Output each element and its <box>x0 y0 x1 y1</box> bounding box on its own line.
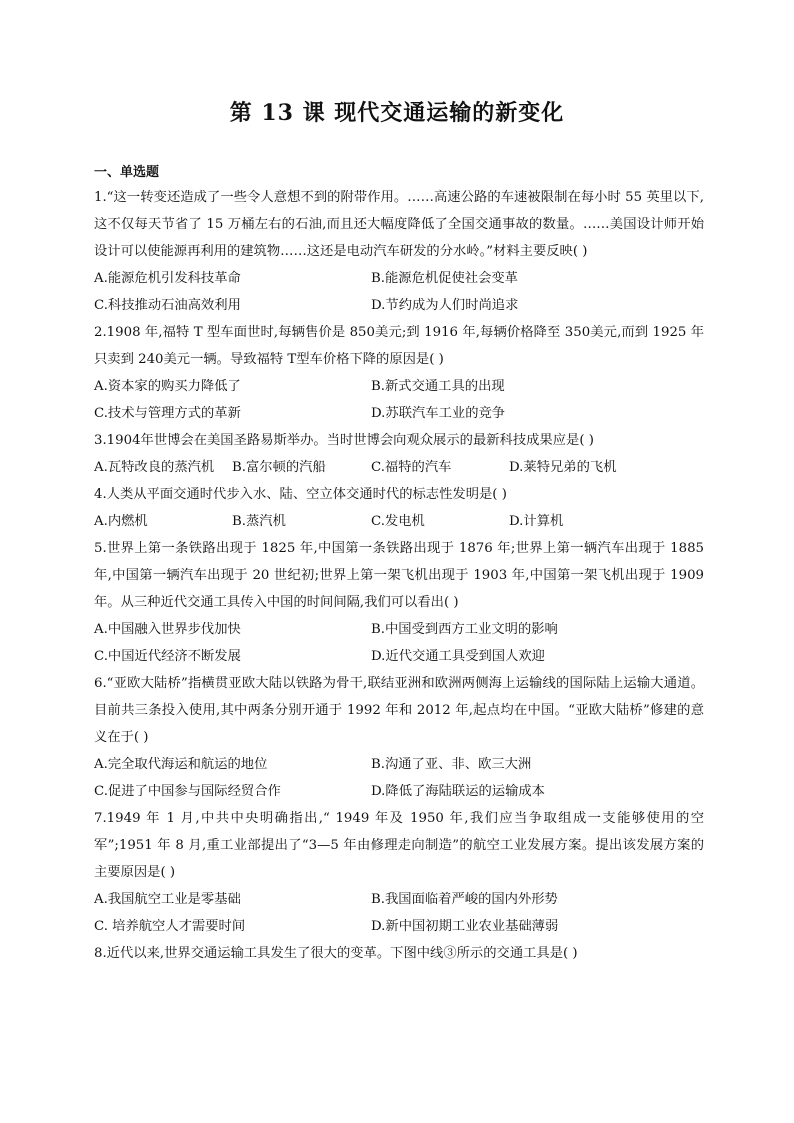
option-d: D.新中国初期工业农业基础薄弱 <box>371 919 559 934</box>
options <box>94 616 704 670</box>
option-b: B.中国受到西方工业文明的影响 <box>371 622 558 637</box>
question-stem: 3.1904年世博会在美国圣路易斯举办。当时世博会向观众展示的最新科技成果应是( ) <box>94 433 594 448</box>
options <box>94 508 704 535</box>
question-8 <box>94 940 704 967</box>
question-2 <box>94 319 704 427</box>
option-a: A.能源危机引发科技革命 <box>94 271 241 286</box>
option-c: C.中国近代经济不断发展 <box>94 649 241 664</box>
question-list <box>94 163 704 967</box>
question-stem: 2.1908 年,福特 T 型车面世时,每辆售价是 850美元;到 1916 年,每辆价格降至 350美元,而到 1925 年只卖到 240美元一辆。导致福特 T型车价格下降的原因是( ) <box>94 325 704 367</box>
question-stem: 1.“这一转变还造成了一些令人意想不到的附带作用。……高速公路的车速被限制在每小时 55 英里以下,这不仅每天节省了 15 万桶左右的石油,而且还大幅度降低了全国交通事故的数量。……美国设计师开始设计可以使能源再利用的建筑物……这还是电动汽车研发的分水岭。”材料主要反映( ) <box>94 190 704 259</box>
options <box>94 751 704 805</box>
question-3 <box>94 427 704 481</box>
option-b: B.富尔顿的汽船 <box>232 460 326 475</box>
section-heading: 一、单选题 <box>94 165 160 180</box>
option-b: B.能源危机促使社会变革 <box>371 271 518 286</box>
question-6 <box>94 670 704 805</box>
option-a: A.完全取代海运和航运的地位 <box>94 757 268 772</box>
option-d: D.节约成为人们时尚追求 <box>371 298 519 313</box>
option-a: A.资本家的购买力降低了 <box>94 379 241 394</box>
options <box>94 373 704 427</box>
option-c: C.福特的汽车 <box>371 460 452 475</box>
question-7 <box>94 805 704 940</box>
option-c: C.发电机 <box>371 514 425 529</box>
option-a: A.瓦特改良的蒸汽机 <box>94 460 215 475</box>
options <box>94 265 704 319</box>
lesson-title: 第 13 课 现代交通运输的新变化 <box>229 100 565 126</box>
option-b: B.沟通了亚、非、欧三大洲 <box>371 757 532 772</box>
option-b: B.蒸汽机 <box>232 514 286 529</box>
option-d: D.近代交通工具受到国人欢迎 <box>371 649 545 664</box>
option-d: D.苏联汽车工业的竞争 <box>371 406 506 421</box>
question-stem: 6.“亚欧大陆桥”指横贯亚欧大陆以铁路为骨干,联结亚洲和欧洲两侧海上运输线的国际陆上运输大通道。目前共三条投入使用,其中两条分别开通于 1992 年和 2012 年,起点均在中国。“亚欧大陆桥”修建的意义在于( ) <box>94 676 704 745</box>
options <box>94 454 704 481</box>
question-stem: 8.近代以来,世界交通运输工具发生了很大的变革。下图中线③所示的交通工具是( ) <box>94 946 578 961</box>
question-1 <box>94 184 704 319</box>
question-stem: 7.1949 年 1 月,中共中央明确指出,“ 1949 年及 1950 年,我们应当争取组成一支能够使用的空军”;1951 年 8 月,重工业部提出了“3—5 年由修理走向制造”的航空工业发展方案。提出该发展方案的主要原因是( ) <box>94 811 704 880</box>
option-c: C. 培养航空人才需要时间 <box>94 919 246 934</box>
option-a: A.我国航空工业是零基础 <box>94 892 241 907</box>
option-d: D.莱特兄弟的飞机 <box>509 460 617 475</box>
option-b: B.我国面临着严峻的国内外形势 <box>371 892 558 907</box>
options <box>94 886 704 940</box>
question-stem: 5.世界上第一条铁路出现于 1825 年,中国第一条铁路出现于 1876 年;世界上第一辆汽车出现于 1885 年,中国第一辆汽车出现于 20 世纪初;世界上第一架飞机出现于 1903 年,中国第一架飞机出现于 1909 年。从三种近代交通工具传入中国的时间间隔,我们可以看出( ) <box>94 541 704 610</box>
question-stem: 4.人类从平面交通时代步入水、陆、空立体交通时代的标志性发明是( ) <box>94 487 507 502</box>
option-d: D.降低了海陆联运的运输成本 <box>371 784 545 799</box>
question-4 <box>94 481 704 535</box>
option-d: D.计算机 <box>509 514 564 529</box>
option-c: C.促进了中国参与国际经贸合作 <box>94 784 281 799</box>
option-a: A.内燃机 <box>94 514 148 529</box>
option-b: B.新式交通工具的出现 <box>371 379 505 394</box>
option-c: C.技术与管理方式的革新 <box>94 406 241 421</box>
option-a: A.中国融入世界步伐加快 <box>94 622 241 637</box>
option-c: C.科技推动石油高效利用 <box>94 298 241 313</box>
question-5 <box>94 535 704 670</box>
